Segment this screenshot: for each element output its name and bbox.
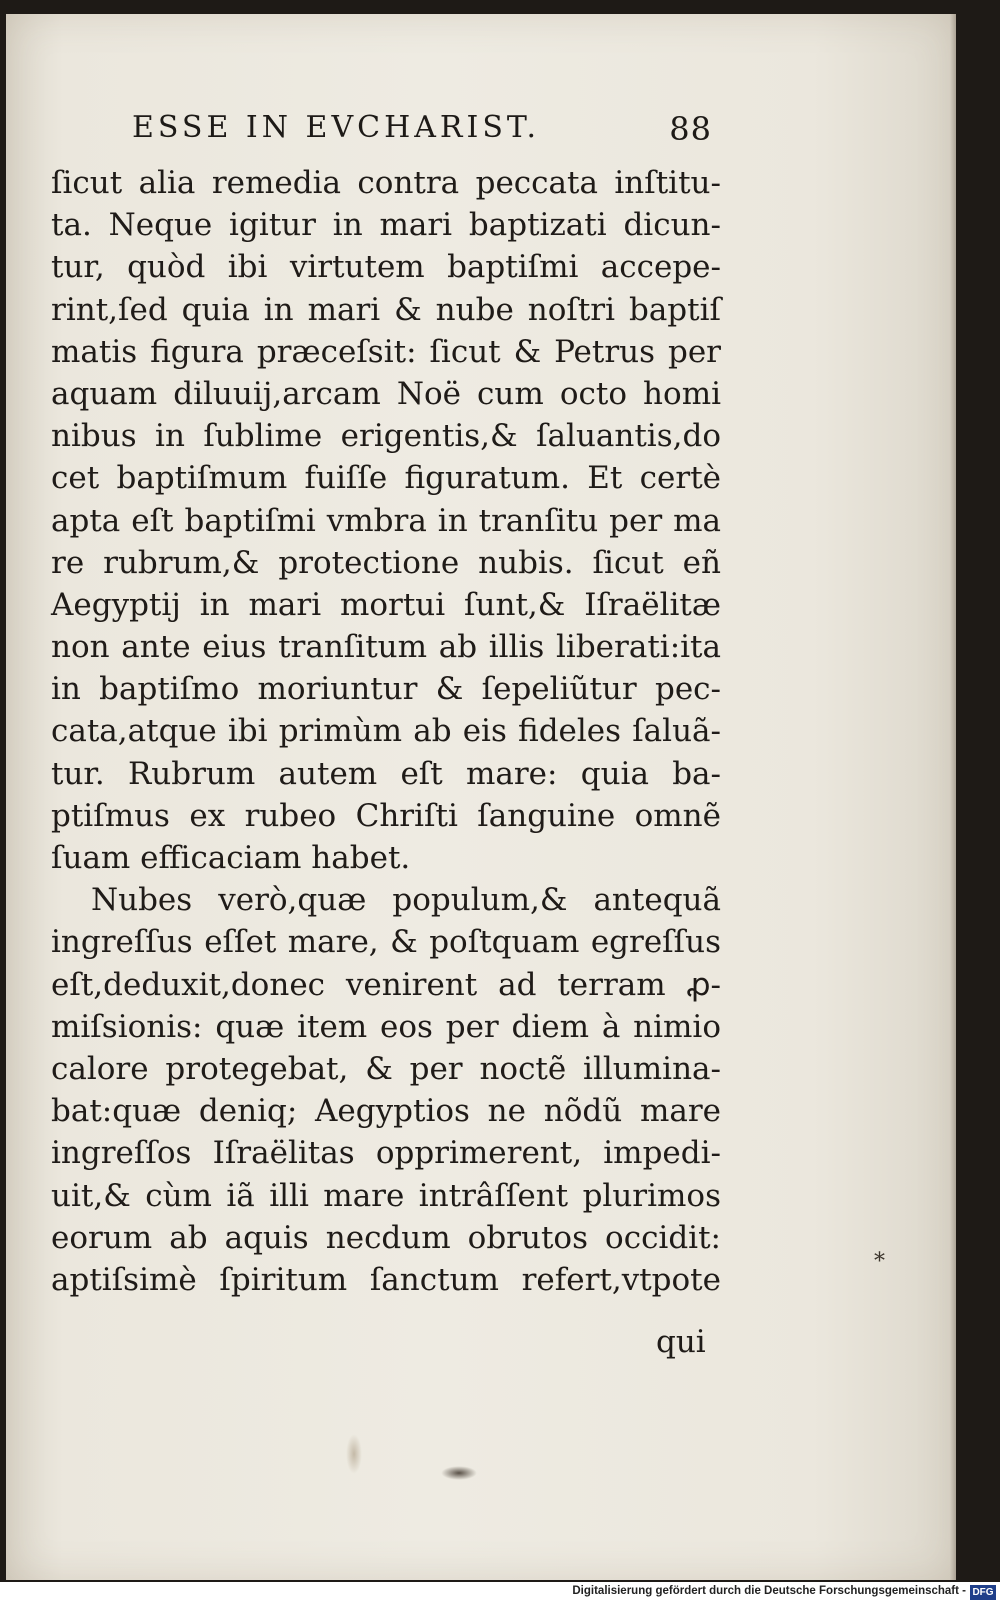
page-edge-shadow xyxy=(950,14,956,1580)
page-header xyxy=(132,110,712,158)
body-text xyxy=(51,162,721,1301)
text-line: calore protegebat, & per noctẽ illumina- xyxy=(51,1050,721,1087)
text-line: ſuam efficaciam habet. xyxy=(51,840,411,876)
text-line: tur, quòd ibi virtutem baptiſmi accepe- xyxy=(51,249,721,286)
text-line: non ante eius tranſitum ab illis liberati:ita xyxy=(51,629,721,666)
text-line: rint,ſed quia in mari & nube noſtri baptiſ xyxy=(51,291,721,328)
text-line: uit,& cùm iã illi mare intrâſſent plurimos xyxy=(51,1177,721,1214)
text-line: miſsionis: quæ item eos per diem à nimio xyxy=(51,1008,721,1045)
text-line: Aegyptij in mari mortui ſunt,& Iſraëlitæ xyxy=(51,586,721,623)
text-line: cet baptiſmum fuiſſe figuratum. Et certè xyxy=(51,460,721,497)
text-line: ſicut alia remedia contra peccata inſtitu- xyxy=(51,165,721,201)
text-line: apta eſt baptiſmi vmbra in tranſitu per ma xyxy=(51,502,721,539)
text-line: bat:quæ deniq; Aegyptios ne nõdũ mare xyxy=(51,1093,721,1130)
page-number: 88 xyxy=(669,110,712,148)
text-line: Nubes verò,quæ populum,& antequã xyxy=(91,882,721,919)
text-line: ingreſſus eſſet mare, & poſtquam egreſſus xyxy=(51,924,721,961)
text-line: matis figura præceſsit: ſicut & Petrus per xyxy=(51,333,721,370)
book-page xyxy=(6,14,956,1580)
text-line: aquam diluuij,arcam Noë cum octo homi xyxy=(51,375,721,412)
funding-credit: Digitalisierung gefördert durch die Deutsche Forschungsgemeinschaft - xyxy=(572,1585,966,1597)
text-line: nibus in ſublime erigentis,& ſaluantis,do xyxy=(51,418,721,455)
text-line: ptiſmus ex rubeo Chriſti ſanguine omnẽ xyxy=(51,797,721,834)
text-line: aptiſsimè ſpiritum ſanctum refert,vtpote xyxy=(51,1261,721,1298)
text-line: eſt,deduxit,donec venirent ad terram ꝓ- xyxy=(51,966,721,1003)
paper-smudge xyxy=(346,1434,362,1474)
text-line: re rubrum,& protectione nubis. ſicut eñ xyxy=(51,544,721,581)
dfg-logo-icon: DFG xyxy=(970,1585,996,1600)
catchword: qui xyxy=(656,1324,706,1360)
ink-blot-ornament xyxy=(441,1466,477,1480)
text-line: eorum ab aquis necdum obrutos occidit: xyxy=(51,1219,721,1256)
digitization-footer xyxy=(0,1582,1000,1604)
text-line: cata,atque ibi primùm ab eis fideles ſaluã- xyxy=(51,713,721,750)
margin-mark: ⁎ xyxy=(874,1242,885,1267)
text-line: tur. Rubrum autem eſt mare: quia ba- xyxy=(51,755,721,792)
running-title: ESSE IN EVCHARIST. xyxy=(132,110,541,145)
text-line: ingreſſos Iſraëlitas opprimerent, impedi- xyxy=(51,1135,721,1172)
text-line: in baptiſmo moriuntur & ſepeliũtur pec- xyxy=(51,671,721,708)
text-line: ta. Neque igitur in mari baptizati dicun- xyxy=(51,207,721,244)
